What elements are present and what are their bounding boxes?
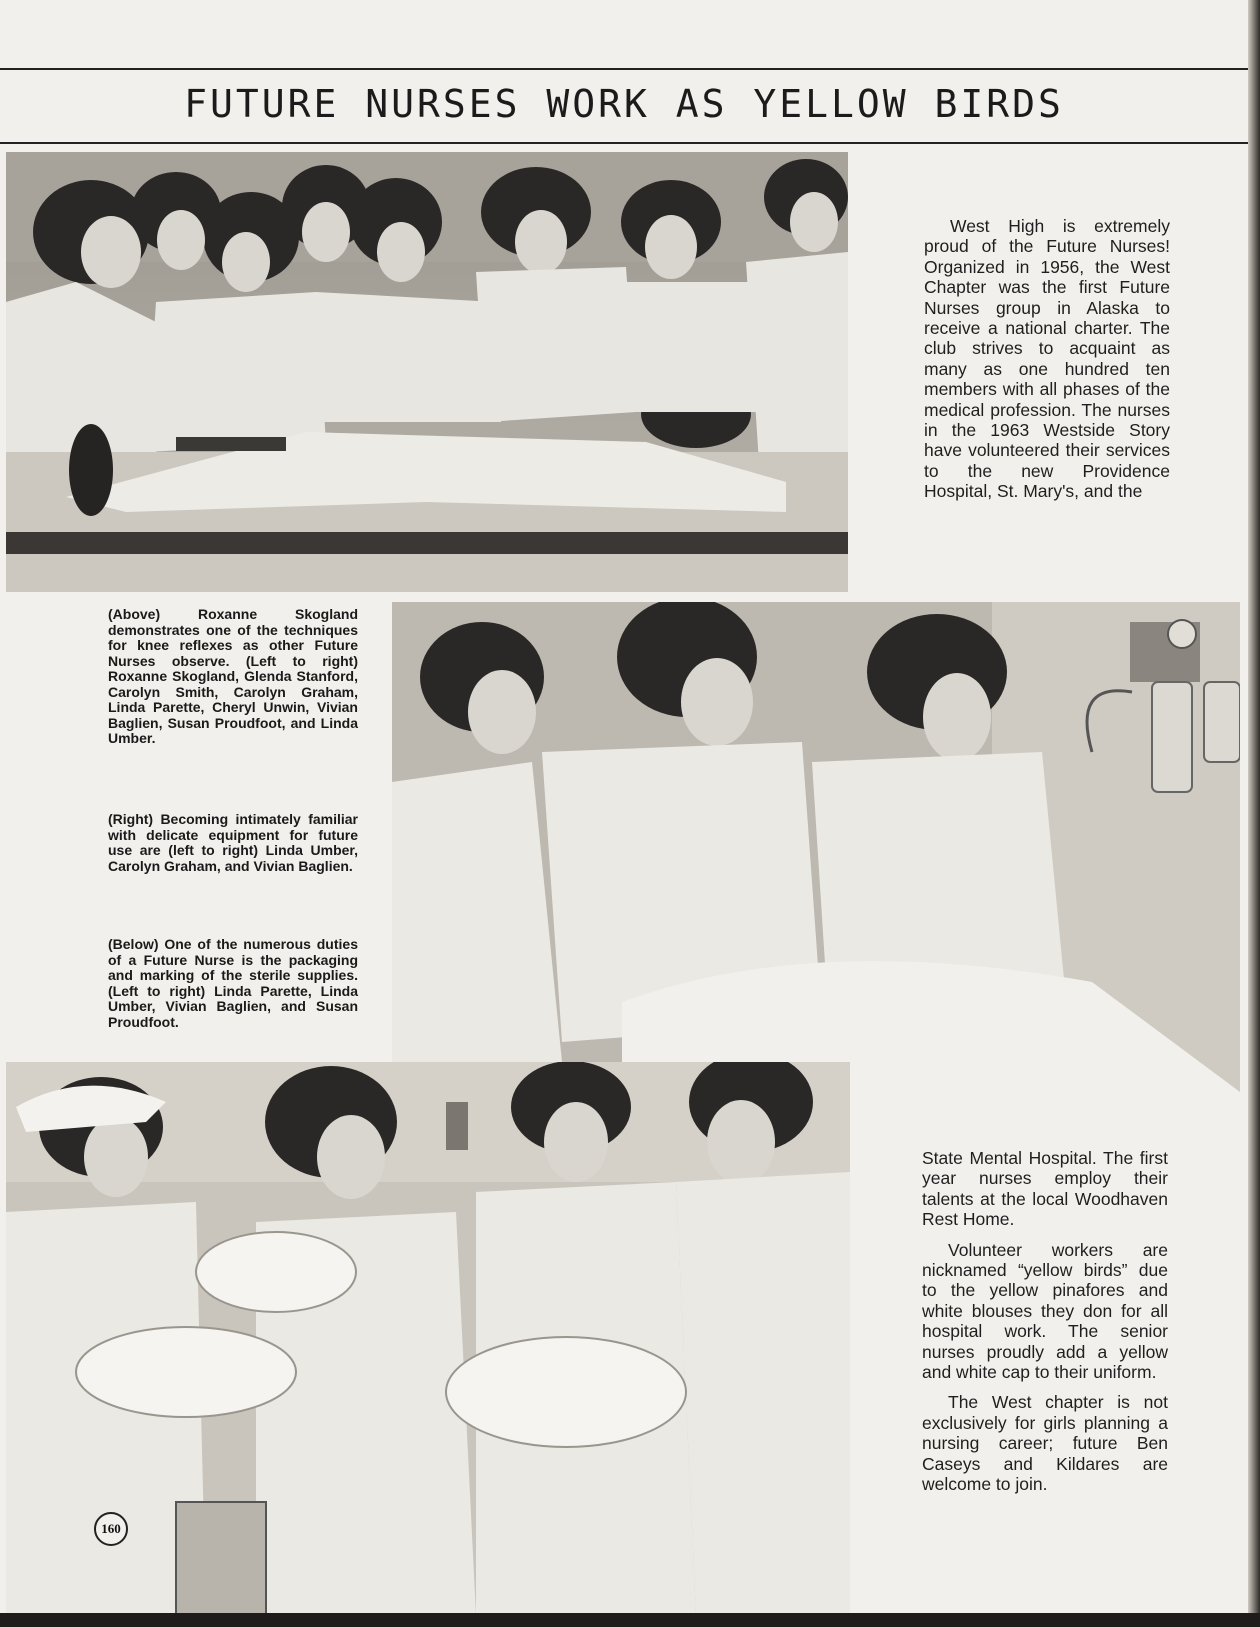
top-rule [0,68,1248,70]
article-paragraph-continued: State Mental Hospital. The first year nurses employ their talents at the local Woodhaven Rest Home. [922,1148,1168,1230]
caption-above: (Above) Roxanne Skogland demonstrates one of the techniques for knee reflexes as other Future Nurses observe. (Left to right) Roxanne Skogland, Glenda Stanford, Carolyn Smith, Carolyn Graham, Linda Parette, Cheryl Unwin, Vivian Baglien, Susan Proudfoot, and Linda Umber. [108,606,358,746]
binding-edge [1248,0,1260,1627]
article-text-top [924,216,1170,512]
page-number: 160 [94,1512,128,1546]
bottom-edge [0,1613,1260,1627]
knee-reflex-demonstration-photo [6,152,848,592]
equipment-photo [392,602,1240,1092]
article-text-continued [922,1148,1168,1505]
page-title: FUTURE NURSES WORK AS YELLOW BIRDS [184,82,1064,126]
caption-right: (Right) Becoming intimately familiar with delicate equipment for future use are (left to right) Linda Umber, Carolyn Graham, and Vivian Baglien. [108,811,358,874]
caption-below: (Below) One of the numerous duties of a Future Nurse is the packaging and marking of the sterile supplies. (Left to right) Linda Parette, Linda Umber, Vivian Baglien, and Susan Proudfoot. [108,936,358,1030]
article-paragraph-2: Volunteer workers are nicknamed “yellow birds” due to the yellow pinafores and white blouses they don for all hospital work. The senior nurses proudly add a yellow and white cap to their uniform. [922,1239,1168,1383]
article-paragraph-3: The West chapter is not exclusively for girls planning a nursing career; future Ben Caseys and Kildares are welcome to join. [922,1392,1168,1495]
title-underline [0,142,1248,144]
sterile-supplies-photo [6,1062,850,1615]
article-paragraph-1: West High is extremely proud of the Future Nurses! Organized in 1956, the West Chapter was the first Future Nurses group in Alaska to receive a national charter. The club strives to acquaint as many as one hundred ten members with all phases of the medical profession. The nurses in the 1963 Westside Story have volunteered their services to the new Providence Hospital, St. Mary's, and the [924,216,1170,502]
